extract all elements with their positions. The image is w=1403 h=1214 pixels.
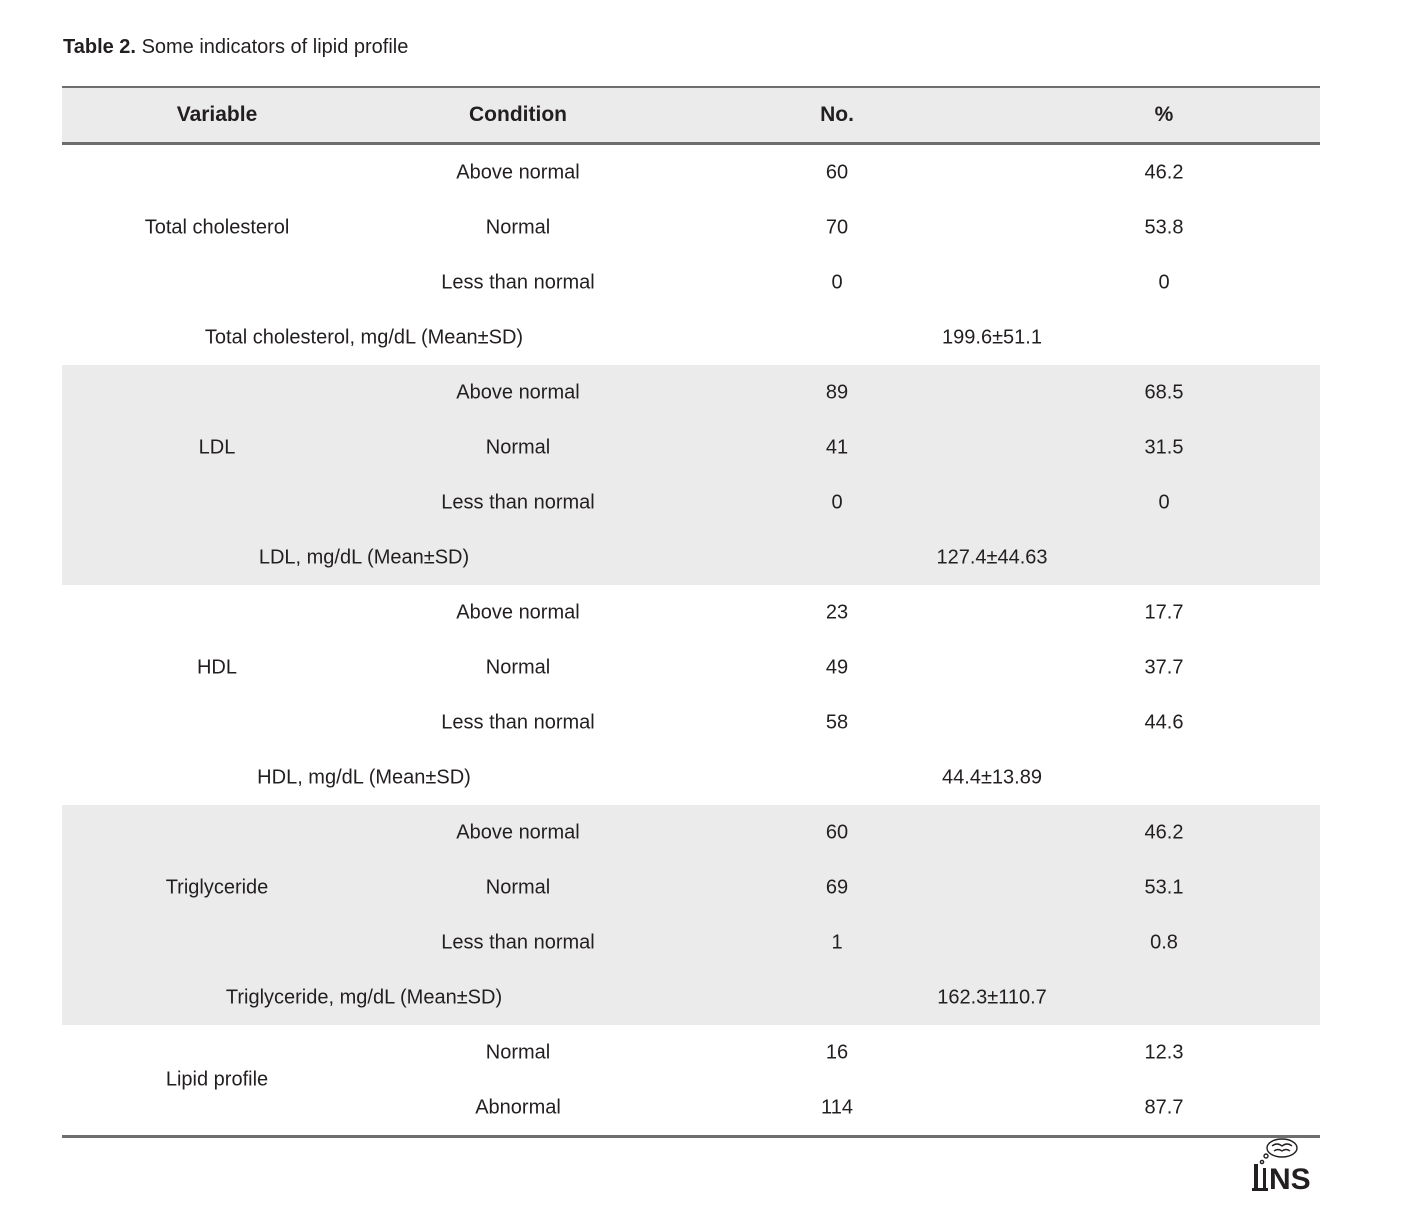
- table-row: [62, 805, 1320, 860]
- condition-cell: Above normal: [456, 381, 580, 403]
- summary-row: [62, 530, 1320, 585]
- count-cell: 58: [825, 711, 849, 733]
- row-group-0: [62, 145, 1320, 365]
- table-caption-text: Some indicators of lipid profile: [141, 36, 409, 58]
- count-cell: 0: [831, 271, 843, 293]
- percent-cell: 0.8: [1150, 931, 1178, 953]
- logo-text: NS: [1269, 1163, 1311, 1194]
- count-cell: 60: [825, 821, 849, 843]
- count-cell: 16: [825, 1041, 849, 1063]
- count-cell: 70: [825, 216, 849, 238]
- summary-value: 199.6±51.1: [942, 326, 1042, 348]
- condition-cell: Normal: [485, 216, 551, 238]
- percent-cell: 0: [1158, 491, 1170, 513]
- condition-cell: Less than normal: [441, 711, 595, 733]
- summary-value: 127.4±44.63: [936, 546, 1048, 568]
- condition-cell: Less than normal: [441, 271, 595, 293]
- count-cell: 1: [831, 931, 843, 953]
- table-caption: [63, 36, 408, 59]
- header-variable: Variable: [176, 103, 258, 126]
- percent-cell: 44.6: [1144, 711, 1184, 733]
- summary-label: HDL, mg/dL (Mean±SD): [257, 766, 471, 788]
- condition-cell: Normal: [485, 436, 551, 458]
- condition-cell: Above normal: [456, 601, 580, 623]
- summary-label: Triglyceride, mg/dL (Mean±SD): [225, 986, 503, 1008]
- condition-cell: Normal: [485, 656, 551, 678]
- count-cell: 69: [825, 876, 849, 898]
- percent-cell: 17.7: [1144, 601, 1184, 623]
- logo-letters: [1252, 1164, 1268, 1191]
- table-row: [62, 585, 1320, 640]
- table-row: [62, 365, 1320, 420]
- count-cell: 41: [825, 436, 849, 458]
- summary-value: 162.3±110.7: [937, 986, 1047, 1008]
- row-group-4: [62, 1025, 1320, 1135]
- row-group-2: [62, 585, 1320, 805]
- summary-label: LDL, mg/dL (Mean±SD): [258, 546, 470, 568]
- variable-label: Triglyceride: [165, 876, 269, 898]
- header-percent: %: [1154, 103, 1174, 126]
- percent-cell: 12.3: [1144, 1041, 1184, 1063]
- brain-icon: [1260, 1139, 1297, 1164]
- percent-cell: 37.7: [1144, 656, 1184, 678]
- table-row: [62, 915, 1320, 970]
- table-body: [62, 145, 1320, 1135]
- journal-logo: [1252, 1136, 1328, 1194]
- table-row: [62, 695, 1320, 750]
- percent-cell: 0: [1158, 271, 1170, 293]
- condition-cell: Above normal: [456, 821, 580, 843]
- percent-cell: 46.2: [1144, 821, 1184, 843]
- count-cell: 49: [825, 656, 849, 678]
- table-row: [62, 420, 1320, 475]
- table-row: [62, 255, 1320, 310]
- table-row: [62, 640, 1320, 695]
- percent-cell: 53.1: [1144, 876, 1184, 898]
- percent-cell: 68.5: [1144, 381, 1184, 403]
- count-cell: 0: [831, 491, 843, 513]
- summary-row: [62, 310, 1320, 365]
- count-cell: 89: [825, 381, 849, 403]
- percent-cell: 53.8: [1144, 216, 1184, 238]
- row-group-1: [62, 365, 1320, 585]
- variable-label: Lipid profile: [165, 1068, 269, 1091]
- table-row: [62, 145, 1320, 200]
- table-caption-label: Table 2.: [63, 36, 136, 58]
- condition-cell: Above normal: [456, 161, 580, 183]
- table-bottom-rule: [62, 1135, 1320, 1138]
- table-header-row: [62, 88, 1320, 142]
- variable-label: HDL: [196, 656, 238, 678]
- count-cell: 114: [821, 1096, 853, 1118]
- row-group-3: [62, 805, 1320, 1025]
- condition-cell: Abnormal: [475, 1096, 561, 1118]
- header-condition: Condition: [469, 103, 567, 126]
- percent-cell: 46.2: [1144, 161, 1184, 183]
- header-no: No.: [820, 103, 854, 126]
- condition-cell: Less than normal: [441, 931, 595, 953]
- summary-row: [62, 970, 1320, 1025]
- count-cell: 60: [825, 161, 849, 183]
- percent-cell: 31.5: [1144, 436, 1184, 458]
- condition-cell: Normal: [485, 1041, 551, 1063]
- variable-label: Total cholesterol: [144, 216, 290, 238]
- summary-value: 44.4±13.89: [942, 766, 1042, 788]
- summary-row: [62, 750, 1320, 805]
- table-row: [62, 475, 1320, 530]
- count-cell: 23: [825, 601, 849, 623]
- percent-cell: 87.7: [1144, 1096, 1184, 1118]
- lipid-profile-table: [62, 86, 1320, 1138]
- condition-cell: Less than normal: [441, 491, 595, 513]
- condition-cell: Normal: [485, 876, 551, 898]
- variable-label: LDL: [198, 436, 236, 458]
- summary-label: Total cholesterol, mg/dL (Mean±SD): [204, 326, 524, 348]
